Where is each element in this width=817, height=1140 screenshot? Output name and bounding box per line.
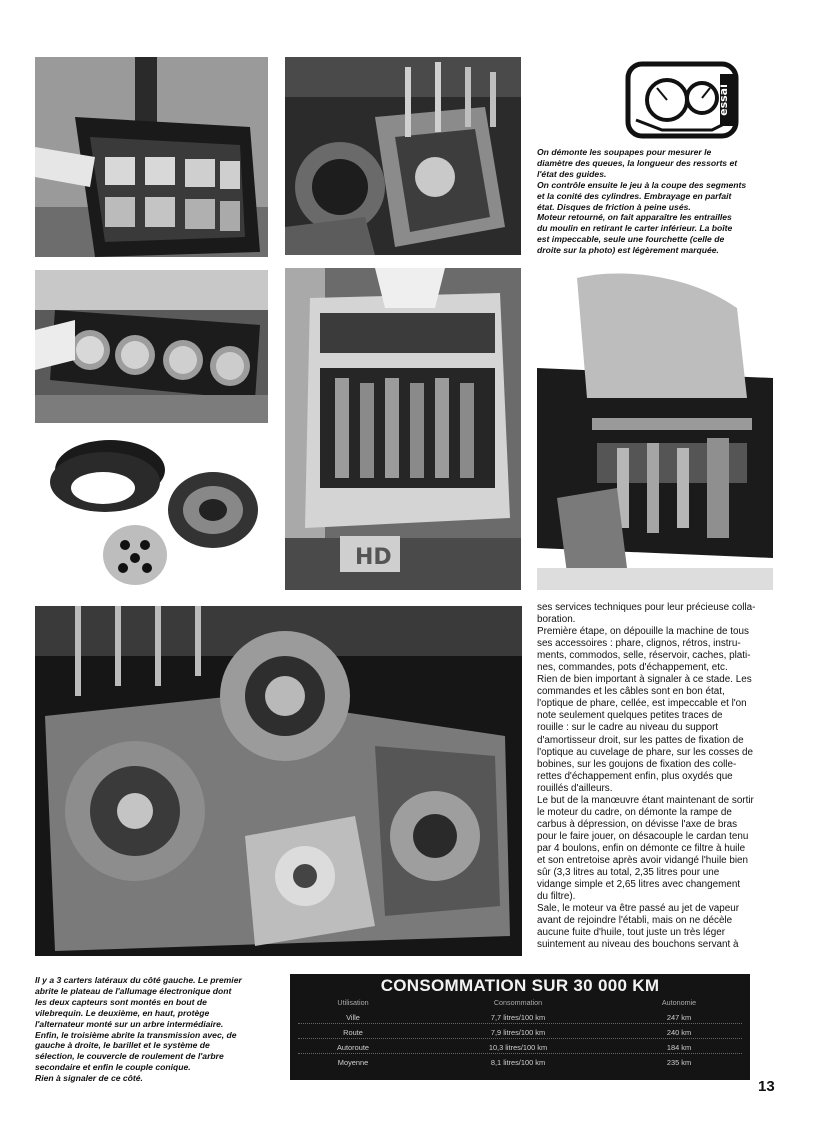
row-consumption: 7,7 litres/100 km (490, 1013, 546, 1022)
photo-crankcase-left (35, 606, 522, 956)
body-line: vidange simple et 2,65 litres avec changement (537, 879, 741, 891)
table-title: CONSOMMATION SUR 30 000 KM (380, 976, 660, 995)
row-use: Autoroute (336, 1043, 370, 1052)
body-line: rouille : sur le cadre au niveau du support (537, 722, 719, 734)
photo-cylinder-head (35, 57, 268, 257)
photo-gearbox-right (537, 268, 773, 590)
caption-line: diamètre des queues, la longueur des ressorts et (537, 157, 738, 168)
caption-line: sélection, le couvercle de roulement de l'arbre (35, 1051, 224, 1062)
body-line: Première étape, on dépouille la machine de tous (537, 626, 749, 638)
row-use: Ville (346, 1013, 360, 1022)
body-line: pour le faire jouer, on désacouple le cardan tenu (537, 830, 749, 842)
table-row (298, 1013, 742, 1024)
row-divider (298, 1038, 742, 1039)
column-header-consumption: Consommation (493, 998, 543, 1007)
body-line: du filtre). (537, 891, 576, 903)
body-line: rouillés d'ailleurs. (537, 782, 613, 794)
body-line: aucune fuite d'huile, tout juste un très léger (537, 927, 725, 939)
row-range: 184 km (666, 1043, 692, 1052)
body-line: bobines, sur les goujons de fixation des colle- (537, 758, 737, 770)
caption-line: du moulin en retirant le carter inférieur. La boîte (537, 223, 733, 234)
body-line: ments, commodos, selle, réservoir, caches, plati- (537, 650, 751, 662)
body-line: carbus à dépression, on dévisse l'axe de bras (537, 818, 738, 830)
caption-line: droite sur la photo) est légèrement marquée. (537, 245, 719, 256)
caption-line: état. Disques de friction à peine usés. (537, 201, 691, 212)
photo-marking-text: HD (355, 545, 392, 570)
caption-line: Rien à signaler de ce côté. (35, 1073, 143, 1084)
caption-line: est impeccable, seule une fourchette (celle de (537, 234, 725, 245)
photo-engine-disassembly (285, 57, 521, 255)
caption-line: Moteur retourné, on fait apparaître les entrailles (537, 212, 732, 223)
caption-line: secondaire et enfin le couple conique. (35, 1062, 191, 1073)
body-line: nes, commandes, pots d'échappement, etc. (537, 662, 728, 674)
row-consumption: 7,9 litres/100 km (490, 1028, 546, 1037)
caption-line: abrite le plateau de l'allumage électronique dont (35, 985, 232, 996)
body-line: boration. (537, 614, 576, 626)
body-line: Sale, le moteur va être passé au jet de vapeur (537, 903, 740, 915)
photo-cylinders (35, 270, 268, 423)
page-number: 13 (758, 1078, 775, 1095)
caption-side-covers (35, 975, 285, 1084)
body-line: l'optique au cuvelage de phare, sur les cosses de (537, 746, 753, 758)
body-line: l'optique de phare, cellée, est impeccable et l'on (537, 698, 747, 710)
caption-line: gauche à droite, le barillet et le système de (35, 1040, 210, 1051)
caption-line: et la conité des cylindres. Embrayage en parfait (537, 190, 732, 201)
photo-clutch-parts (35, 430, 268, 590)
body-line: avant de rejoindre l'établi, mais on ne décèle (537, 915, 733, 927)
caption-line: On contrôle ensuite le jeu à la coupe des segments (537, 179, 747, 190)
caption-line: vilebrequin. Le deuxième, en haut, protège (35, 1007, 210, 1018)
body-line: ses accessoires : phare, clignos, rétros, instru- (537, 638, 741, 650)
caption-line: On démonte les soupapes pour mesurer le (537, 147, 712, 157)
row-divider (298, 1053, 742, 1054)
caption-line: l'état des guides. (537, 168, 607, 179)
photo-gearbox-center (285, 268, 521, 590)
table-row (298, 1028, 742, 1039)
body-line: rettes d'échappement enfin, plus oxydés que (537, 770, 733, 782)
body-line: le moteur du cadre, on démonte la rampe de (537, 806, 732, 818)
body-line: suintement au niveau des bouchons servant à (537, 939, 739, 951)
caption-line: Il y a 3 carters latéraux du côté gauche. Le premier (35, 975, 242, 985)
essai-logo (622, 60, 742, 140)
logo-text: essai (717, 84, 730, 116)
body-line: commandes et les câbles sont en bon état, (537, 686, 725, 698)
row-consumption: 10,3 litres/100 km (488, 1043, 548, 1052)
row-use: Moyenne (337, 1058, 369, 1067)
body-line: Rien de bien important à signaler à ce stade. Les (537, 674, 752, 686)
row-range: 240 km (666, 1028, 692, 1037)
row-range: 247 km (666, 1013, 692, 1022)
table-header-row (298, 998, 742, 1008)
consumption-table (290, 974, 750, 1080)
caption-line: Enfin, le troisième abrite la transmission avec, de (35, 1029, 237, 1040)
caption-valves (537, 147, 777, 256)
body-line: note seulement quelques petites traces de (537, 710, 723, 722)
caption-line: les deux capteurs sont montés en bout de (35, 996, 207, 1007)
body-line: par 4 boulons, enfin on démonte ce filtre à huile (537, 842, 746, 854)
body-line: et son entretoise après avoir vidangé l'huile bien (537, 854, 749, 866)
row-use: Route (343, 1028, 363, 1037)
row-range: 235 km (666, 1058, 692, 1067)
column-header-use: Utilisation (337, 998, 369, 1007)
article-body (537, 602, 777, 951)
table-row (298, 1043, 742, 1054)
body-line: ses services techniques pour leur précieuse colla- (537, 602, 756, 613)
column-header-range: Autonomie (661, 998, 697, 1007)
row-consumption: 8,1 litres/100 km (490, 1058, 546, 1067)
body-line: d'amortisseur droit, sur les pattes de fixation de (537, 734, 744, 746)
row-divider (298, 1023, 742, 1024)
body-line: sûr (3,3 litres au total, 2,35 litres pour une (537, 867, 720, 879)
table-row (298, 1058, 742, 1069)
body-line: Le but de la manœuvre étant maintenant de sortir (537, 794, 754, 806)
caption-line: l'alternateur monté sur un arbre intermédiaire. (35, 1018, 224, 1029)
